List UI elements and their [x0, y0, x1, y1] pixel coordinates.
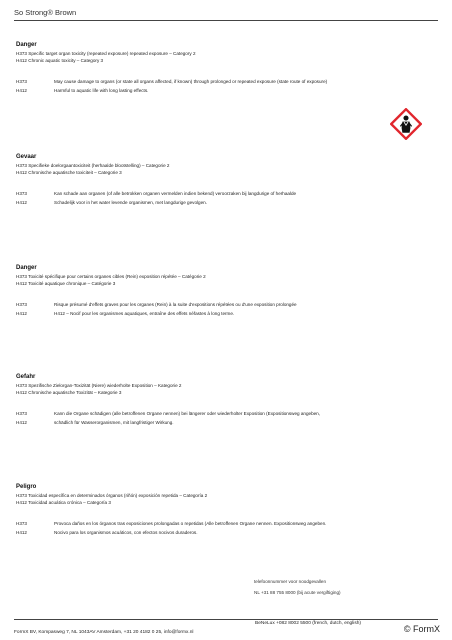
hazard-section-french	[16, 265, 438, 319]
hazard-class-line: H373 Toxicité spécifique pour certains organes cibles (Rein) exposition répétée – Catégorie 2	[16, 274, 206, 279]
statement-text: Harmful to aquatic life with long lasting effects.	[54, 88, 149, 94]
company-address: FormX BV, Kompasweg 7, NL 1043AV Amsterdam, +31 20 4182 0 25, info@formx.nl	[14, 630, 194, 635]
signal-word: Peligro	[16, 484, 37, 490]
statement-code: H373	[16, 302, 27, 308]
statement-code: H373	[16, 521, 27, 527]
hazard-class-line: H373 Toxicidad específica en determinados órganos (riñón) exposición repetida – Categoría 2	[16, 493, 208, 498]
statement-code: H412	[16, 200, 27, 206]
statement-code: H412	[16, 530, 27, 536]
hazard-section-dutch	[16, 154, 438, 208]
hazard-statement	[16, 410, 438, 417]
hazard-statement	[16, 199, 438, 206]
hazard-statement	[16, 301, 438, 308]
document-title: So Strong® Brown	[14, 8, 77, 17]
statement-text: May cause damage to organs (or state all organs affected, if known) through prolonged or repeated exposure (state route of exposure)	[54, 79, 328, 85]
statement-code: H412	[16, 420, 27, 426]
statement-text: schädlich für Wasserorganismen, mit langfristiger Wirkung.	[54, 420, 174, 426]
statement-code: H373	[16, 191, 27, 197]
hazard-statement	[16, 529, 438, 536]
contact-heading: telefoonnummer voor noodgevallen	[254, 579, 327, 584]
statement-code: H412	[16, 311, 27, 317]
hazard-statements	[16, 190, 438, 206]
hazard-class-line: H373 Specifieke doelorgaantoxiciteit (herhaalde blootstelling) – Categorie 2	[16, 163, 170, 168]
footer-divider	[14, 619, 438, 620]
hazard-section-german	[16, 374, 438, 428]
hazard-statements	[16, 520, 438, 536]
hazard-statement	[16, 78, 438, 85]
header-divider	[14, 20, 438, 21]
hazard-statements	[16, 410, 438, 426]
statement-text: Nocivo para los organismos acuáticos, con efectos nocivos duraderos.	[54, 530, 198, 536]
statement-text: H412 – Nocif pour les organismes aquatiques, entraîne des effets néfastes à long terme.	[54, 311, 235, 317]
hazard-class-line: H412 Chronische aquatische toxiciteit – Categorie 3	[16, 169, 122, 175]
hazard-section-spanish	[16, 484, 438, 538]
hazard-statement	[16, 190, 438, 197]
statement-code: H373	[16, 411, 27, 417]
hazard-class-line: H412 Toxicité aquatique chronique – Catégorie 3	[16, 280, 116, 286]
signal-word: Gevaar	[16, 154, 37, 160]
hazard-statement	[16, 310, 438, 317]
signal-word: Danger	[16, 42, 37, 48]
statement-text: Kan schade aan organen (of alle betrokken organen vermelden indien bekend) veroorzaken bij langdurige of herhaalde	[54, 191, 297, 197]
hazard-statement	[16, 87, 438, 94]
statement-text: Risque présumé d'effets graves pour les organes (Rein) à la suite d'expositions répétées ou d'une exposition prolongée	[54, 302, 297, 308]
statement-code: H412	[16, 88, 27, 94]
signal-word: Gefahr	[16, 374, 36, 380]
hazard-statement	[16, 419, 438, 426]
hazard-statements	[16, 301, 438, 317]
hazard-class-line: H373 Specific target organ toxicity (repeated exposure) repeated exposure – Category 2	[16, 51, 196, 56]
statement-text: Schadelijk voor in het water levende organismen, met langdurige gevolgen.	[54, 200, 207, 206]
statement-text: Provoca daños en los órganos tras exposiciones prolongadas o repetidas (Alle betroffenen Organe nennen. Expositionsweg angeben.	[54, 521, 327, 527]
hazard-statement	[16, 520, 438, 527]
hazard-section-english	[16, 42, 438, 96]
signal-word: Danger	[16, 265, 37, 271]
statement-code: H373	[16, 79, 27, 85]
hazard-class-line: H412 Chronic aquatic toxicity – Category 3	[16, 57, 104, 63]
contact-phone-nl: NL +31 88 755 8000 (bij acute vergiftiging)	[254, 590, 341, 595]
contact-phone-benelux: BeNeLux +082 8002 5500 (french, dutch, english)	[255, 621, 362, 626]
health-hazard-icon	[390, 108, 422, 140]
statement-text: Kann die Organe schädigen (alle betroffenen Organe nennen) bei längerer oder wiederholter Exposition (Expositionsweg angeben,	[54, 411, 321, 417]
hazard-class-line: H373 Spezifische Zielorgan-Toxizität (Niere) wiederholte Exposition – Kategorie 2	[16, 383, 182, 388]
hazard-statements	[16, 78, 438, 94]
hazard-class-line: H412 Chronische aquatische Toxizität – Kategorie 3	[16, 389, 122, 395]
emergency-contact	[254, 576, 341, 598]
brand-mark: © FormX	[403, 624, 440, 634]
hazard-class-line: H412 Toxicidad acuática crónica – Categoría 3	[16, 499, 111, 505]
